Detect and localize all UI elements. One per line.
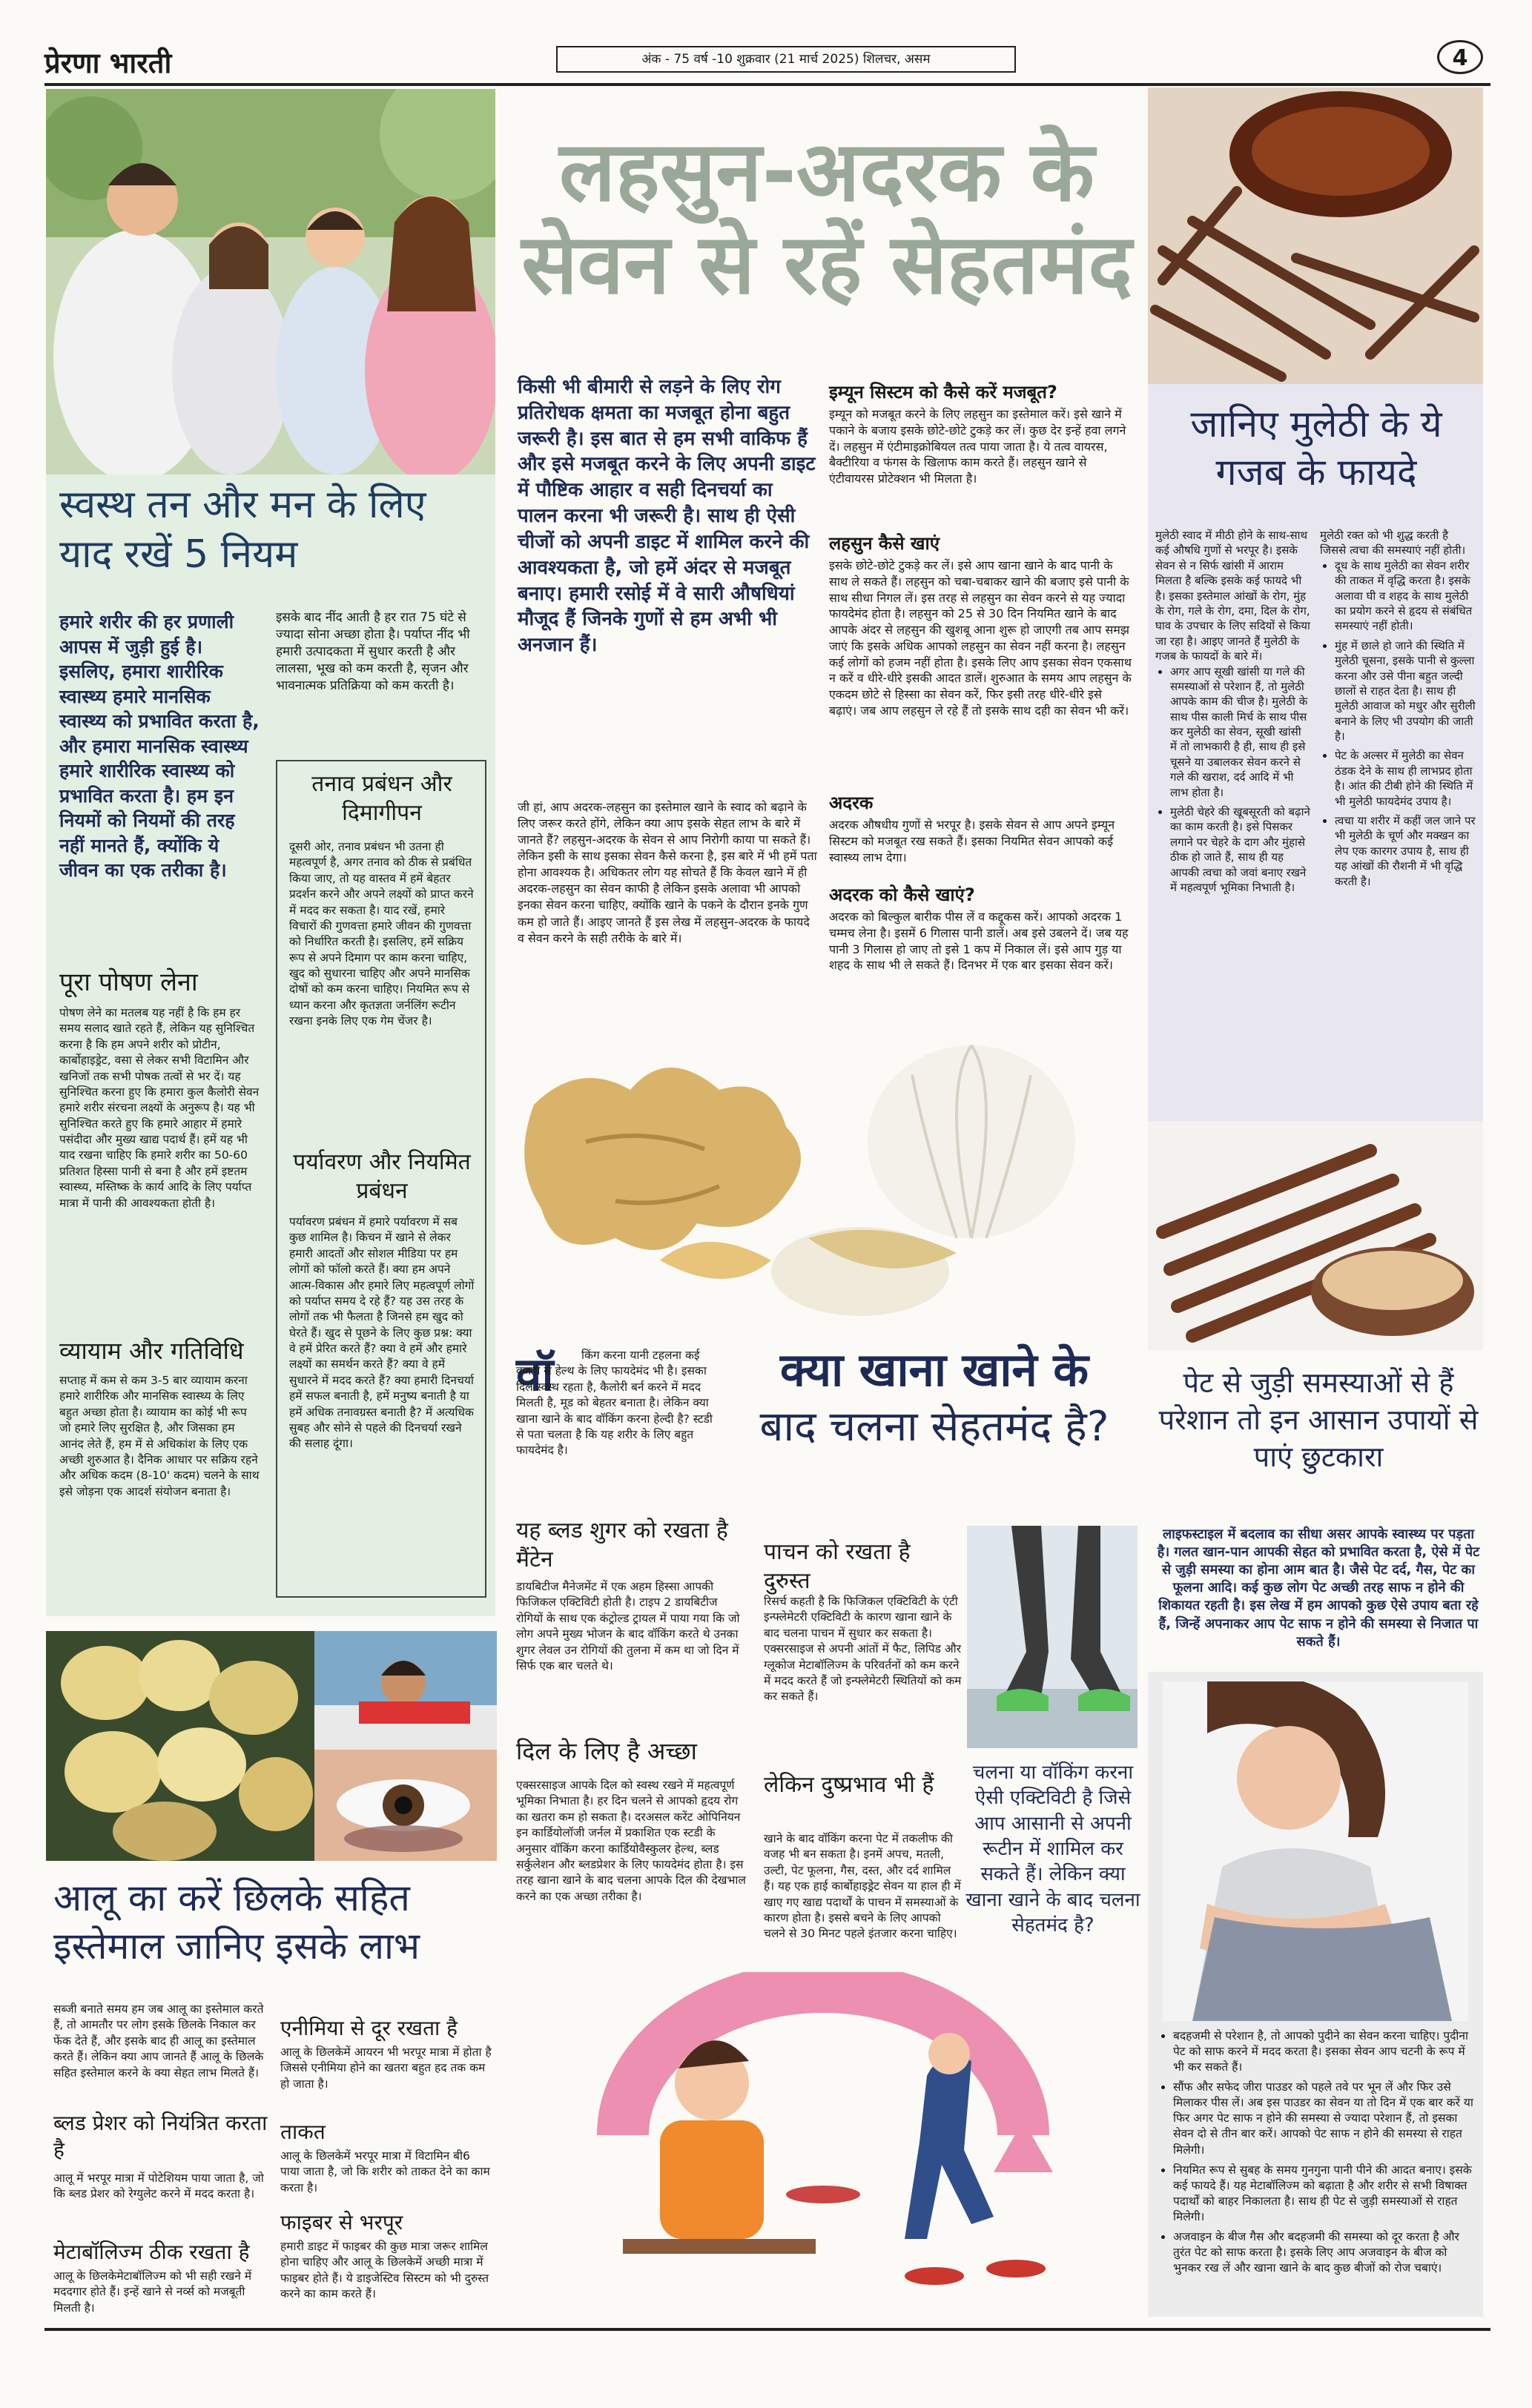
mulethi-bullets-b bbox=[1320, 558, 1477, 889]
bottom-rule bbox=[44, 2328, 1490, 2331]
bp-heading: ब्लड प्रेशर को नियंत्रित करता है bbox=[53, 2111, 268, 2163]
stomach-bullets bbox=[1158, 2028, 1474, 2276]
stress-heading: तनाव प्रबंधन और दिमागीपन bbox=[311, 771, 452, 826]
exercise-text: सप्ताह में कम से कम 3-5 बार व्यायाम करना हमारे शारीरिक और मानसिक स्वास्थ्य के लिए बहुत अच्छा होता है। व्यायाम का कोई भी रूप जो हमारे लिए सुरक्षित है, और जिसका हम आनंद लेते हैं, हम में से अधिकांश के लिए एक अच्छी शुरुआत है। दैनिक आधार पर सक्रिय रहने और अधिक कदम (8-10' कदम) चलने के साथ इसे जोड़ना एक आदर्श संयोजन बनाता है। bbox=[59, 1374, 260, 1498]
stomach-ache-photo bbox=[1163, 1681, 1468, 2021]
walking-title-line1: क्या खाना खाने के bbox=[780, 1343, 1089, 1397]
side-effects-heading: लेकिन दुष्प्रभाव भी हैं bbox=[764, 1772, 934, 1798]
bp-text: आलू में भरपूर मात्रा में पोटेशियम पाया जाता है, जो कि ब्लड प्रेशर को रेग्युलेट करने में मदद करता है। bbox=[53, 2172, 264, 2201]
stomach-bullet: • बदहजमी से परेशान है, तो आपको पुदीने का सेवन करना चाहिए। पुदीना पेट को साफ करने में मदद करता है। इसका सेवन आप चटनी के रूप में भी कर सकते हैं। bbox=[1173, 2028, 1474, 2075]
digestion-text: रिसर्च कहती है कि फिजिकल एक्टिविटी के एंटी इन्फ्लेमेटरी एक्टिविटी के कारण खाना खाने के बाद चलना पाचन में सुधार कर सकता है। एक्सरसाइज से अपनी आंतों में फैट, लिपिड और ग्लूकोज मेटाबॉलिज्म के परिवर्तनों को कम करने में मदद करते हैं जो इन्फ्लेमेटरी स्थितियों को कम कर सकते हैं। bbox=[764, 1595, 962, 1704]
stomach-bullet: • अजवाइन के बीज गैस और बदहजमी की समस्या को दूर करता है और तुरंत पेट को साफ करता है। इसके लिए आप अजवाइन के बीज को भुनकर रख लें और खाना खाने के बाद कुछ बीजों को रोज चबाएं। bbox=[1173, 2229, 1474, 2276]
stress-text: दूसरी ओर, तनाव प्रबंधन भी उतना ही महत्वपूर्ण है, अगर तनाव को ठीक से प्रबंधित किया जाए, तो यह वास्तव में हमें बेहतर प्रदर्शन करने और अपने लक्ष्यों को प्राप्त करने में मदद कर सकता है। याद रखें, हमारे विचारों की गुणवत्ता हमारे जीवन की गुणवत्ता को निर्धारित करती है। इसलिए, हमें सक्रिय रूप से अपने दिमाग पर काम करना चाहिए, खुद को सुधारना चाहिए और अपने मानसिक दोषों को कम करना चाहिए। नियमित रूप से ध्यान करना और कृतज्ञता जर्नलिंग रूटीन रखना इनके लिए एक गेम चेंजर है। bbox=[289, 840, 474, 1028]
ginger-heading: अदरक bbox=[829, 793, 874, 813]
stomach-remedies bbox=[1158, 2028, 1474, 2280]
health-rules-intro: हमारे शरीर की हर प्रणाली आपस में जुड़ी हुई है। इसलिए, हमारा शारीरिक स्वास्थ्य हमारे मानसिक स्वास्थ्य को प्रभावित करता है, और हमारा मानसिक स्वास्थ्य हमारे शारीरिक स्वास्थ्य को प्रभावित करता है। हम इन नियमों को नियमों की तरह नहीं मानते हैं, क्योंकि ये जीवन का एक तरीका है। bbox=[59, 611, 260, 881]
heart-text: एक्सरसाइज आपके दिल को स्वस्थ रखने में महत्वपूर्ण भूमिका निभाता है। हर दिन चलने से आपको हृदय रोग का खतरा कम हो सकता है। दरअसल करेंट ओपिनियन इन कार्डियोलॉजी जर्नल में प्रकाशित एक स्टडी के अनुसार वॉकिंग करना कार्डियोवैस्कुलर हेल्थ, ब्लड सर्कुलेशन और ब्लडप्रेशर के लिए फायदेमंद होता है। इस तरह खाना खाने के बाद चलना आपके दिल की देखभाल करने का एक अच्छा तरीका है। bbox=[516, 1779, 746, 1903]
ginger-garlic-photo bbox=[512, 1016, 1142, 1334]
stomach-lede: लाइफस्टाइल में बदलाव का सीधा असर आपके स्वास्थ्य पर पड़ता है। गलत खान-पान आपकी सेहत को प्रभावित करता है, ऐसे में पेट से जुड़ी समस्या का होना आम बात है। जैसे पेट दर्द, गैस, पेट का फूलना आदि। कई कुछ लोग पेट अच्छी तरह साफ न होने की शिकायत रहती है। इस लेख में हम आपको कुछ ऐसे उपाय बता रहे हैं, जिन्हें अपनाकर आप पेट साफ न होने की समस्या से निजात पा सकते हैं। bbox=[1157, 1526, 1480, 1650]
stomach-bullet: • नियमित रूप से सुबह के समय गुनगुना पानी पीने की आदत बनाए। इसके कई फायदे हैं। यह मेटाबॉलिज्म को बढ़ाता है और शरीर से सभी विषाक्त पदार्थों को बाहर निकालता है। साथ ही पेट से जुड़ी समस्याओं से राहत मिलेगी। bbox=[1173, 2163, 1474, 2225]
sugar-heading: यह ब्लड शुगर को रखता है मैंटेन bbox=[516, 1518, 728, 1572]
immune-heading: इम्यून सिस्टम को कैसे करें मजबूत? bbox=[829, 382, 1057, 403]
potato-title: आलू का करें छिलके सहित इस्तेमाल जानिए इसके लाभ bbox=[53, 1876, 420, 1968]
metabolism-heading: मेटाबॉलिज्म ठीक रखता है bbox=[53, 2240, 250, 2264]
eye-photo bbox=[314, 1750, 497, 1861]
fiber-heading: फाइबर से भरपूर bbox=[280, 2210, 403, 2235]
nutrition-text: पोषण लेने का मतलब यह नहीं है कि हम हर समय सलाद खाते रहते हैं, लेकिन यह सुनिश्चित करना है कि हम अपने शरीर को प्रोटीन, कार्बोहाइड्रेट, वसा से लेकर सभी विटामिन और खनिजों तक सभी पोषक तत्वों से भर दें। यह सुनिश्चित करना हुए कि हमारा कुल कैलोरी सेवन हमारे शरीर संरचना लक्ष्यों के अनुरूप है। यह भी सुनिश्चित करते हुए कि हमारे आहार में हमारे पसंदीदा और मुख्य खाद्य पदार्थ हैं। हमें यह भी याद रखना चाहिए कि हमारे शरीर का 50-60 प्रतिशत हिस्सा पानी से बना है और हमें इष्टतम स्वास्थ्य, मस्तिष्क के कार्य आदि के लिए पर्याप्त मात्रा में पानी की आवश्यकता होती है। bbox=[59, 1006, 260, 1210]
walking-illustration bbox=[512, 1972, 1142, 2313]
mulethi-intro: मुलेठी स्वाद में मीठी होने के साथ-साथ कई औषधि गुणों से भरपूर है। इसके सेवन से न सिर्फ खांसी में आराम मिलता है बल्कि इसके कई फायदे भी है। इसका इस्तेमाल आंखों के रोग, मुंह के रोग, गले के रोग, दमा, दिल के रोग, घाव के उपचार के लिए सदियों से किया जा रहा है। आइए जानते हैं मुलेठी के गजब के फायदों के बारे में। bbox=[1155, 529, 1310, 664]
potato-photo bbox=[46, 1631, 314, 1861]
licorice-photo-top bbox=[1148, 87, 1483, 384]
mulethi-blood-text: मुलेठी रक्त को भी शुद्ध करती है जिससे त्वचा की समस्याएं नहीं होती। bbox=[1320, 529, 1466, 558]
licorice-photo-bottom bbox=[1148, 1121, 1483, 1351]
strength-heading: ताकत bbox=[280, 2120, 326, 2144]
masthead bbox=[44, 39, 1490, 83]
walking-intro: किंग करना यानी टहलना कई वजहों से हेल्थ के लिए फायदेमंद भी है। इसका दिल स्वस्थ रहता है, कैलोरी बर्न करने में मदद मिलती है, मूड को बेहतर बनाता है। लेकिन क्या खाना खाने के बाद वॉकिंग करना हेल्दी है? स्टडी से पता चलता है कि यह शरीर के लिए बहुत फायदेमंद है। bbox=[516, 1349, 713, 1458]
heart-heading: दिल के लिए है अच्छा bbox=[516, 1737, 697, 1765]
environment-heading: पर्यावरण और नियमित प्रबंधन bbox=[293, 1149, 471, 1204]
page-number: 4 bbox=[1437, 40, 1483, 74]
garlic-title-line2: सेवन से रहें सेहतमंद bbox=[521, 216, 1132, 314]
exercise-heading: व्यायाम और गतिविधि bbox=[59, 1337, 244, 1365]
mulethi-col1-text bbox=[1155, 528, 1311, 899]
strength-text: आलू के छिलकेमें भरपूर मात्रा में विटामिन बी6 पाया जाता है, जो कि शरीर को ताकत देने का काम करता है। bbox=[280, 2149, 490, 2194]
garlic-ginger-title bbox=[519, 126, 1135, 312]
stomach-bullet: • सौंफ और सफेद जीरा पाउडर को पहले तवे पर भून लें और फिर उसे मिलाकर पीस लें। अब इस पाउडर का सेवन या तो दिन में एक बार करें या फिर अगर पेट साफ न होने की समस्या से ज्यादा परेशान हैं, तो इसका सेवन दो से तीन बार करें। आपको पेट साफ न होने की समस्या से राहत मिलेगी। bbox=[1173, 2080, 1474, 2157]
digestion-heading: पाचन को रखता है दुरुस्त bbox=[764, 1539, 911, 1594]
metabolism-text: आलू के छिलकेमेटाबॉलिज्म को भी सही रखने में मददगार होते हैं। इन्हें खाने से नर्व्स को मजबूती मिलती है। bbox=[53, 2269, 252, 2315]
stomach-title: पेट से जुड़ी समस्याओं से हैं परेशान तो इन आसान उपायों से पाएं छुटकारा bbox=[1158, 1366, 1479, 1474]
health-rules-title: स्वस्थ तन और मन के लिए याद रखें 5 नियम bbox=[59, 483, 426, 577]
family-photo bbox=[46, 89, 495, 474]
garlic-lede: किसी भी बीमारी से लड़ने के लिए रोग प्रतिरोधक क्षमता का मजबूत होना बहुत जरूरी है। इस बात से हम सभी वाकिफ हैं और इसे मजबूत करने के लिए अपनी डाइट में पौष्टिक आहार व सही दिनचर्या का पालन करना भी जरूरी है। साथ ही ऐसी चीजों को अपनी डाइट में शामिल करने की आवश्यकता है, जो हमें अंदर से मजबूत बनाए। हमारी रसोई में वे सारी औषधियां मौजूद हैं जिनके गुणों से हम अभी भी अनजान हैं। bbox=[518, 376, 816, 657]
walking-title-line2: बाद चलना सेहतमंद है? bbox=[759, 1402, 1109, 1451]
how-ginger-text: अदरक को बिल्कुल बारीक पीस लें व कद्दूकस करें। आपको अदरक 1 चम्मच लेना है। इसमें 6 गिलास पानी डालें। अब इसे उबलने दें। जब यह पानी 3 गिलास हो जाए तो इसे 1 कप में निकाल लें। इसे आप गुड़ या शहद के साथ भी ले सकते हैं। दिनभर में एक बार इसका सेवन करें। bbox=[829, 910, 1129, 973]
mulethi-bullet: • दूध के साथ मुलेठी का सेवन शरीर की ताकत में वृद्धि करता है। इसके अलावा घी व शहद के साथ मुलेठी का प्रयोग करने से हृदय से संबंधित समस्याएं नहीं होती। bbox=[1335, 558, 1477, 634]
mulethi-bullets-a bbox=[1155, 664, 1311, 896]
mulethi-bullet: • त्वचा या शरीर में कहीं जल जाने पर भी मुलेठी के चूर्ण और मक्खन का लेप एक कारगर उपाय है, साथ ही यह आंखों की रौशनी में भी वृद्धि करती है। bbox=[1335, 813, 1477, 889]
walking-callout: चलना या वॉकिंग करना ऐसी एक्टिविटी है जिसे आप आसानी से अपनी रूटीन में शामिल कर सकते हैं। लेकिन क्या खाना खाने के बाद चलना सेहतमंद है? bbox=[965, 1762, 1140, 1936]
how-garlic-heading: लहसुन कैसे खाएं bbox=[829, 533, 940, 554]
anemia-text: आलू के छिलकेमें आयरन भी भरपूर मात्रा में होता है जिससे एनीमिया होने का खतरा बहुत हद तक कम हो जाता है। bbox=[280, 2045, 492, 2091]
side-effects-text: खाने के बाद वॉकिंग करना पेट में तकलीफ की वजह भी बन सकता है। इनमें अपच, मतली, उल्टी, पेट फूलना, गैस, दस्त, और दर्द शामिल हैं। यह एक हाई कार्बोहाइड्रेट सेवन या हाल ही में खाए गए खाद्य पदार्थों के पाचन में समस्याओं के कारण होता है। इससे बचने के लिए आपको चलने से 30 मिनट पहले इंतजार करना चाहिए। bbox=[764, 1832, 961, 1941]
potato-intro: सब्जी बनाते समय हम जब आलू का इस्तेमाल करते हैं, तो आमतौर पर लोग इसके छिलके निकाल कर फेंक देते हैं, और इसके बाद ही आलू का इस्तेमाल करते हैं। लेकिन क्या आप जानते हैं आलू के छिलके सहित इस्तेमाल करने के क्या सेहत लाभ मिलते हैं। bbox=[53, 2002, 264, 2080]
garlic-body: जी हां, आप अदरक-लहसुन का इस्तेमाल खाने के स्वाद को बढ़ाने के लिए जरूर करते होंगे, लेकिन क्या आप इसके सेहत लाभ के बारे में जानते हैं? लहसुन-अदरक के सेवन से आप निरोगी काया पा सकते हैं। लेकिन इसी के साथ इसका सेवन कैसे करना है, इस बारे में भी हमें पता होना आवश्यक है। अधिकतर लोग यह सोचते हैं कि केवल खाने में ही अदरक-लहसुन का सेवन काफी है लेकिन इसके अलावा भी आपको इनका सेवन करना चाहिए, क्योंकि खाने के पकने के दौरान इनके गुण कम हो जाते हैं। आइए जानते हैं इस लेख में लहसुन-अदरक के फायदे व सेवन करने के सही तरीके के बारे में। bbox=[518, 800, 817, 945]
ginger-text: अदरक औषधीय गुणों से भरपूर है। इसके सेवन से आप अपने इम्यून सिस्टम को मजबूत रख सकते हैं। इसका नियमित सेवन आपको कई स्वास्थ्य लाभ देगा। bbox=[829, 818, 1115, 864]
sleeping-person-photo bbox=[314, 1631, 497, 1750]
nutrition-heading: पूरा पोषण लेना bbox=[59, 968, 198, 997]
how-garlic-text: इसके छोटे-छोटे टुकड़े कर लें। इसे आप खाना खाने के बाद पानी के साथ ले सकते हैं। लहसुन को चबा-चबाकर खाने की बजाए इसे पानी के साथ सीधा निगल लें। इस तरह से लहसुन का सेवन करने से यह ज्यादा फायदेमंद होता है। लहसुन को 25 से 30 दिन नियमित खाने के बाद आपके अंदर से लहसुन की खुशबू आना शुरू हो जाएगी तब आप समझ जाएं कि इसके अधिक आपको लहसुन का सेवन नहीं करना है। लहसुन कई लोगों को हजम नहीं होता है। इसके लिए आप इसका सेवन एकसाथ न करें व धीरे-धीरे इसकी आदत डालें। शुरुआत के समय आप लहसुन के एकदम छोटे से हिस्सा का सेवन करें, फिर इसी तरह धीरे-धीरे इसे बढ़ाएं। जब आप लहसुन ले रहे हैं तो इसके साथ दही का सेवन भी करें। bbox=[829, 558, 1132, 718]
mulethi-title: जानिए मुलेठी के ये गजब के फायदे bbox=[1190, 403, 1442, 494]
how-ginger-heading: अदरक को कैसे खाएं? bbox=[829, 884, 975, 905]
sleep-text: इसके बाद नींद आती है हर रात 75 घंटे से ज्यादा सोना अच्छा होता है। पर्याप्त नींद भी हमारी उत्पादकता में सुधार करती है और लालसा, भूख को कम करती है, सृजन और भावनात्मक प्रतिक्रिया को कम करती है। bbox=[276, 610, 470, 693]
mulethi-bullet: • मुलेठी चेहरे की खूबसूरती को बढ़ाने का काम करती है। इसे पिसकर लगाने पर चेहरे के दाग और मुंहासे ठीक हो जाते हैं, साथ ही यह आपकी त्वचा को जवां बनाए रखने में महत्वपूर्ण भूमिका निभाती है। bbox=[1170, 804, 1311, 895]
garlic-title-line1: लहसुन-अदरक के bbox=[559, 124, 1094, 220]
walking-title bbox=[727, 1340, 1142, 1454]
mulethi-bullet: • मुंह में छाले हो जाने की स्थिति में मुलेठी चूसना, इसके पानी से कुल्ला करना और उसे पीना बहुत जल्दी छालों से राहत देता है। साथ ही मुलेठी आवाज को मधुर और सुरीली बनाने के लिए भी उपयोग की जाती है। bbox=[1335, 638, 1477, 744]
mulethi-bullet: • पेट के अल्सर में मुलेठी का सेवन ठंडक देने के साथ ही लाभप्रद होता है। आंत की टीबी होने की स्थिति में भी मुलेठी फायदेमंद उपाय है। bbox=[1335, 748, 1477, 809]
newspaper-logo: प्रेरणा भारती bbox=[44, 46, 172, 79]
issue-line: अंक - 75 वर्ष -10 शुक्रवार (21 मार्च 2025) शिलचर, असम bbox=[556, 46, 1016, 73]
mulethi-col2-text bbox=[1320, 528, 1477, 893]
environment-text: पर्यावरण प्रबंधन में हमारे पर्यावरण में सब कुछ शामिल है। किचन में खाने से लेकर हमारी आदतों और सोशल मीडिया पर हम लोगों को फॉलो करते हैं। क्या हम अपने आत्म-विकास और हमारे लिए महत्वपूर्ण लोगों को पर्याप्त समय दे रहे हैं? यह उस तरह के लोगों तक भी फैलता है जिनसे हम खुद को घेरते हैं। खुद से पूछने के लिए कुछ प्रश्न: क्या वे हमें प्रेरित करते हैं? क्या वे हमें और हमारे लक्ष्यों का समर्थन करते हैं? क्या वे हमें सुधारने में मदद करते हैं? क्या हमारी दिनचर्या हमें सफल बनाती है, हमें मनुष्य बनाती है या हमें अधिक तनावग्रस्त बनाती है? में अत्यधिक सुबह और सोने से पहले की दिनचर्या रखने की सलाह दूंगा। bbox=[289, 1215, 475, 1451]
fiber-text: हमारी डाइट में फाइबर की कुछ मात्रा जरूर शामिल होना चाहिए और आलू के छिलकेमें अच्छी मात्रा में फाइबर होते हैं। ये डाइजेस्टिव सिस्टम को भी दुरुस्त करने का काम करते हैं। bbox=[280, 2240, 489, 2301]
walking-drop-cap: वॉ bbox=[516, 1347, 554, 1401]
immune-text: इम्यून को मजबूत करने के लिए लहसुन का इस्तेमाल करें। इसे खाने में पकाने के बजाय इसके छोटे-छोटे टुकड़े कर लें। कुछ देर इन्हें हवा लगने दें। लहसुन में एंटीमाइक्रोबियल तत्व पाया जाता है। ये तत्व वायरस, बैक्टीरिया व फंगस के खिलाफ काम करते हैं। लहसुन खाने से एंटीवायरस प्रोटेक्शन भी मिलता है। bbox=[829, 407, 1126, 486]
sugar-text: डायबिटीज मैनेजमेंट में एक अहम हिस्सा आपकी फिजिकल एक्टिविटी होती है। टाइप 2 डायबिटीज रोगियों के साथ एक कंट्रोल्ड ट्रायल में पाया गया कि जो लोग अपने मुख्य भोजन के बाद वॉकिंग करते थे उनका शुगर लेवल उन रोगियों की तुलना में कम था जो दिन में सिर्फ एक बार चलते थे। bbox=[516, 1580, 740, 1673]
masthead-rule bbox=[44, 83, 1490, 86]
anemia-heading: एनीमिया से दूर रखता है bbox=[280, 2016, 458, 2040]
walking-feet-photo bbox=[967, 1526, 1138, 1748]
mulethi-bullet: • अगर आप सूखी खांसी या गले की समस्याओं से परेशान हैं, तो मुलेठी आपके काम की चीज है। मुलेठी के साथ पीस काली मिर्च के साथ पीस कर मुलेठी का सेवन, सूखी खांसी में तो लाभकारी है ही, साथ ही इसे चूसने या उबालकर सेवन करने से गले की खराश, दर्द आदि में भी लाभ होता है। bbox=[1170, 664, 1311, 801]
